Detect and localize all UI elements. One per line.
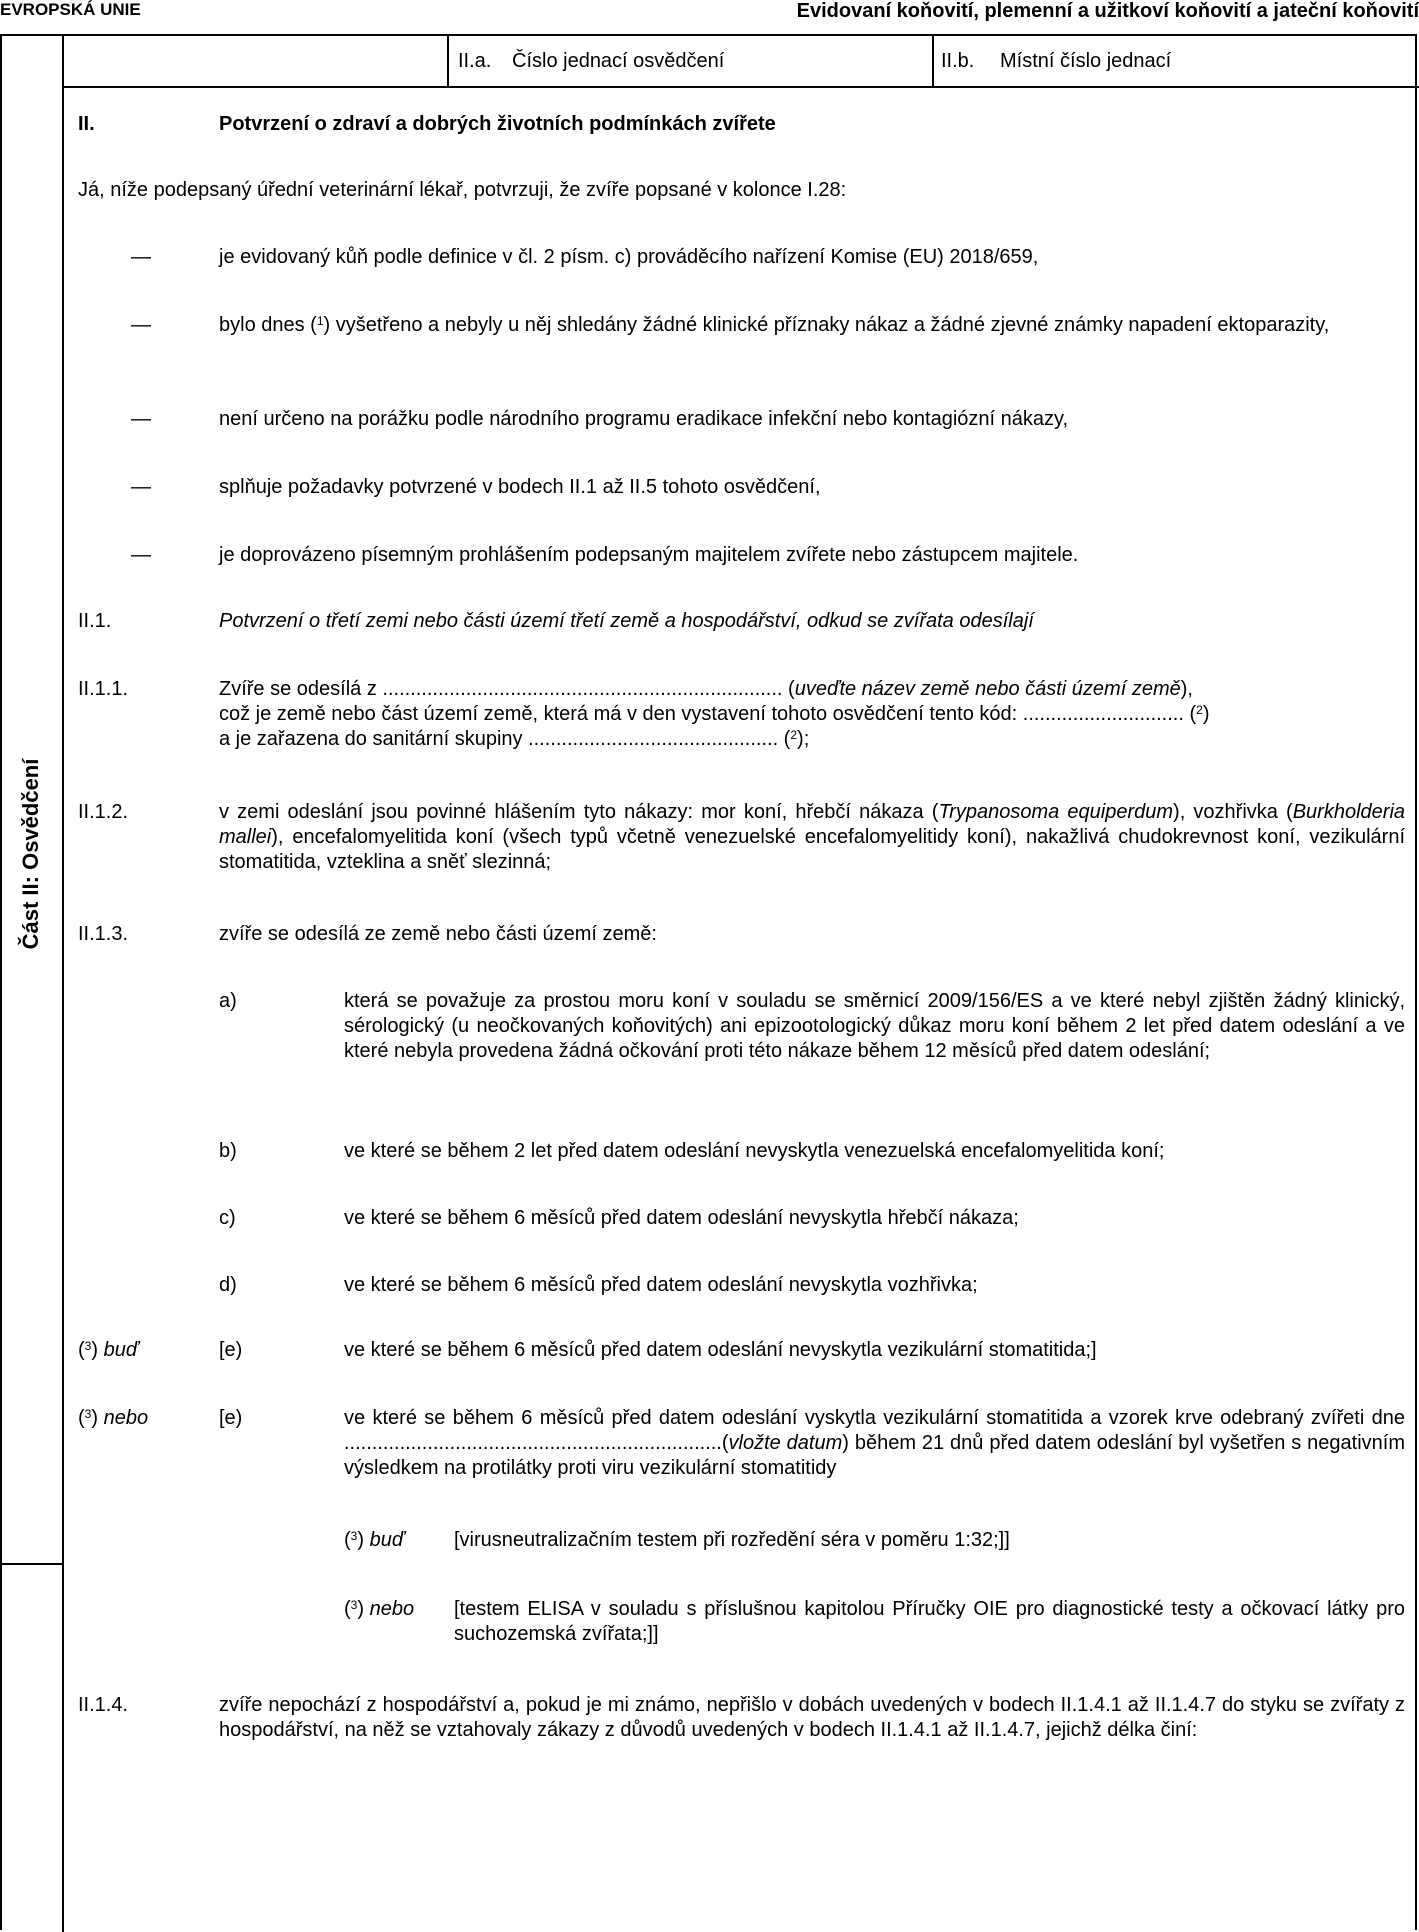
reference-row-divider <box>62 86 1419 88</box>
ii14-text: zvíře nepochází z hospodářství a, pokud je mi známo, nepřišlo v dobách uvedených v bodech II.1.4.1 až II.1.4.7 do styku se zvířaty z hospodářství, na něž se vztahovaly zákazy z důvodů uvedených v bodech II.1.4.1 až II.1.4.7, jejichž délka činí: <box>219 1694 1405 1741</box>
ii1-number: II.1. <box>78 610 112 632</box>
suboption-either-marker: ($^3$) buď <box>344 1529 405 1551</box>
ii12-text: v zemi odeslání jsou povinné hlášením tyto nákazy: mor koní, hřebčí nákaza (Trypanosoma equiperdum), vozhřivka (Burkholderia mallei), encefalomyelitida koní (všech typů včetně venezuelské encefalomyelitidy koní), nakažlivá chudokrevnost koní, vezikulární stomatitida, vzteklina a sněť slezinná; <box>219 801 1406 873</box>
bullet-text: není určeno na porážku podle národního programu eradikace infekční nebo kontagiózní nákazy, <box>219 408 1069 430</box>
item-b-text: ve které se během 2 let před datem odeslání nevyskytla venezuelská encefalomyelitida koní; <box>344 1140 1165 1162</box>
ii11-number: II.1.1. <box>78 678 129 700</box>
section-title: Potvrzení o zdraví a dobrých životních podmínkách zvířete <box>219 113 776 135</box>
suboption-or-marker: ($^3$) nebo <box>344 1598 415 1620</box>
ref-b-text: Místní číslo jednací <box>1000 50 1172 72</box>
intro-text: Já, níže podepsaný úřední veterinární lékař, potvrzuji, že zvíře popsané v kolonce I.28: <box>78 179 847 201</box>
side-divider <box>62 34 64 1932</box>
section-number: II. <box>78 113 95 135</box>
bullet-text: bylo dnes ($^1$) vyšetřeno a nebyly u něj shledány žádné klinické příznaky nákaz a žádné zjevné známky napadení ektoparazity, <box>219 314 1330 336</box>
ii1-title: Potvrzení o třetí zemi nebo části území třetí země a hospodářství, odkud se zvířata odesílají <box>219 610 1034 632</box>
side-label-text: Část II: Osvědčení <box>18 758 43 950</box>
ii13-text: zvíře se odesílá ze země nebo části území země: <box>219 923 657 945</box>
item-e2-label: [e) <box>219 1407 243 1429</box>
header-right: Evidovaní koňovití, plemenní a užitkoví koňovití a jateční koňovití <box>796 0 1419 22</box>
ref-a-label: II.a. <box>458 50 492 72</box>
option-or-marker: ($^3$) nebo <box>78 1407 149 1429</box>
item-d-label: d) <box>219 1274 237 1296</box>
ref-a-text: Číslo jednací osvědčení <box>512 50 725 72</box>
bullet-dash: — <box>131 476 151 498</box>
bullet-dash: — <box>131 314 151 336</box>
bullet-dash: — <box>131 544 151 566</box>
ii14-number: II.1.4. <box>78 1694 129 1716</box>
item-d-text: ve které se během 6 měsíců před datem odeslání nevyskytla vozhřivka; <box>344 1274 978 1296</box>
item-e2-text: ve které se během 6 měsíců před datem odeslání vyskytla vezikulární stomatitida a vzorek krve odebraný zvířeti dne ....................................................................(vložte datum) během 21 dnů před datem odeslání byl vyšetřen s negativním výsledkem na protilátky proti viru vezikulární stomatitidy <box>344 1407 1405 1479</box>
item-a-text: která se považuje za prostou moru koní v souladu se směrnicí 2009/156/ES a ve které nebyl zjištěn žádný klinický, sérologický (u neočkovaných koňovitých) ani epizootologický důkaz moru koní během 2 let před datem odeslání a ve které nebyla provedena žádná očkování proti této nákaze během 12 měsíců před datem odeslání; <box>344 990 1405 1062</box>
bullet-dash: — <box>131 408 151 430</box>
item-e1-text: ve které se během 6 měsíců před datem odeslání nevyskytla vezikulární stomatitida;] <box>344 1339 1097 1361</box>
bullet-text: je evidovaný kůň podle definice v čl. 2 písm. c) prováděcího nařízení Komise (EU) 2018/659, <box>219 246 1039 268</box>
ii11-text: Zvíře se odesílá z ........................................................................ (uveďte název země nebo části území země), což je země nebo část území země, která má v den vystavení tohoto osvědčení tento kód: ............................. ($^2$) a je zařazena do sanitární skupiny ............................................. ($^2$); <box>219 678 1210 750</box>
suboption-either-text: [virusneutralizačním testem při rozředění séra v poměru 1:32;]] <box>454 1529 1010 1551</box>
bullet-dash: — <box>131 246 151 268</box>
suboption-or-text: [testem ELISA v souladu s příslušnou kapitolou Příručky OIE pro diagnostické testy a očkovací látky pro suchozemská zvířata;]] <box>454 1598 1405 1645</box>
bullet-text: je doprovázeno písemným prohlášením podepsaným majitelem zvířete nebo zástupcem majitele. <box>219 544 1079 566</box>
ref-b-label: II.b. <box>941 50 975 72</box>
option-either-marker: ($^3$) buď <box>78 1339 139 1361</box>
item-c-text: ve které se během 6 měsíců před datem odeslání nevyskytla hřebčí nákaza; <box>344 1207 1019 1229</box>
item-b-label: b) <box>219 1140 237 1162</box>
ii13-number: II.1.3. <box>78 923 129 945</box>
side-label <box>0 34 62 1564</box>
reference-middle-divider <box>932 34 934 88</box>
item-a-label: a) <box>219 990 237 1012</box>
reference-left-divider <box>447 34 449 88</box>
ii12-number: II.1.2. <box>78 801 129 823</box>
bullet-text: splňuje požadavky potvrzené v bodech II.1 až II.5 tohoto osvědčení, <box>219 476 821 498</box>
item-e1-label: [e) <box>219 1339 243 1361</box>
header-left: EVROPSKÁ UNIE <box>0 0 141 19</box>
item-c-label: c) <box>219 1207 236 1229</box>
